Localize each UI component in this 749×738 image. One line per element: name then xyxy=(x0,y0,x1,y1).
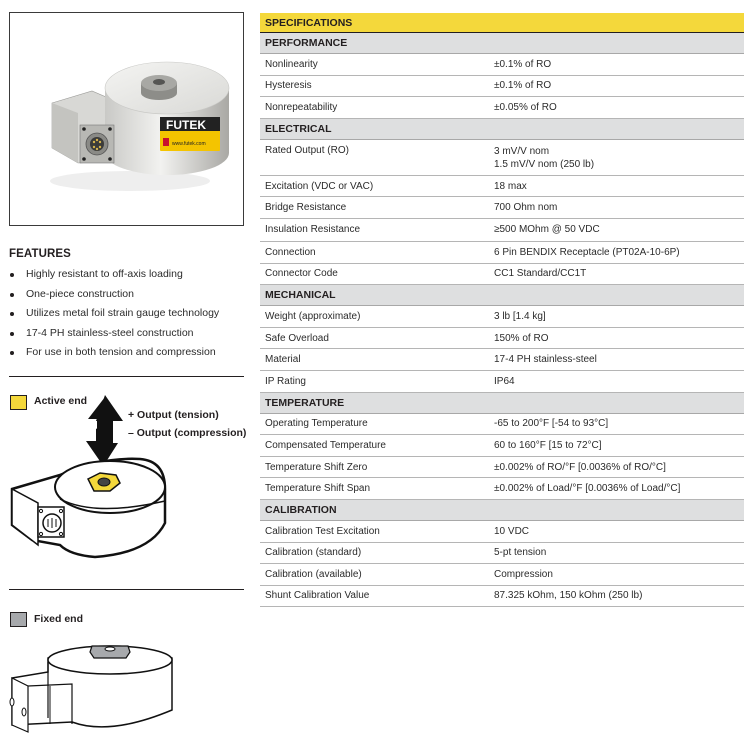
spec-value: ±0.002% of Load/°F [0.0036% of Load/°C] xyxy=(494,483,681,495)
table-row xyxy=(260,242,744,264)
spec-label: Temperature Shift Zero xyxy=(265,461,368,473)
spec-value-line: 1.5 mV/V nom (250 lb) xyxy=(494,158,595,170)
table-row xyxy=(260,586,744,608)
load-cell-photo-illustration xyxy=(10,13,244,226)
feature-item: 17-4 PH stainless-steel construction xyxy=(9,324,249,344)
feature-item: Highly resistant to off-axis loading xyxy=(9,265,249,285)
specifications-table xyxy=(260,13,744,607)
spec-value: IP64 xyxy=(494,375,515,387)
spec-label: Safe Overload xyxy=(265,332,329,344)
fixed-end-label: Fixed end xyxy=(34,613,84,625)
spec-value: 700 Ohm nom xyxy=(494,202,558,214)
spec-value: 5-pt tension xyxy=(494,547,547,559)
table-row xyxy=(260,176,744,198)
specifications-title: SPECIFICATIONS xyxy=(260,13,744,33)
spec-label: Hysteresis xyxy=(265,80,312,92)
section-header-electrical: ELECTRICAL xyxy=(260,119,744,140)
section-header-temperature: TEMPERATURE xyxy=(260,393,744,414)
divider xyxy=(9,376,244,377)
table-row xyxy=(260,97,744,119)
spec-value: Compression xyxy=(494,568,553,580)
active-end-drawing xyxy=(0,395,250,580)
spec-label: Temperature Shift Span xyxy=(265,483,371,495)
table-row xyxy=(260,543,744,565)
table-row xyxy=(260,435,744,457)
table-row xyxy=(260,521,744,543)
spec-value: 60 to 160°F [15 to 72°C] xyxy=(494,439,602,451)
section-header-performance: PERFORMANCE xyxy=(260,33,744,54)
table-row xyxy=(260,414,744,436)
table-row xyxy=(260,306,744,328)
table-row xyxy=(260,457,744,479)
section-header-calibration: CALIBRATION xyxy=(260,500,744,521)
table-row xyxy=(260,564,744,586)
spec-label: Shunt Calibration Value xyxy=(265,590,370,602)
spec-value: 17-4 PH stainless-steel xyxy=(494,354,597,366)
spec-label: Calibration (available) xyxy=(265,568,362,580)
features-title: FEATURES xyxy=(9,248,71,260)
spec-value: 18 max xyxy=(494,180,527,192)
feature-item: For use in both tension and compression xyxy=(9,343,249,363)
spec-label: Weight (approximate) xyxy=(265,310,361,322)
spec-value: ±0.002% of RO/°F [0.0036% of RO/°C] xyxy=(494,461,666,473)
spec-value xyxy=(494,145,744,171)
spec-label: Operating Temperature xyxy=(265,418,368,430)
output-tension-label: + Output (tension) xyxy=(128,409,219,421)
fixed-end-drawing xyxy=(0,640,250,738)
section-header-mechanical: MECHANICAL xyxy=(260,285,744,306)
spec-label: Compensated Temperature xyxy=(265,439,386,451)
spec-label: Connector Code xyxy=(265,268,338,280)
feature-item: Utilizes metal foil strain gauge technology xyxy=(9,304,249,324)
svg-text:www.futek.com: www.futek.com xyxy=(172,141,206,147)
spec-value: ±0.1% of RO xyxy=(494,80,552,92)
table-row xyxy=(260,328,744,350)
features-section xyxy=(9,248,249,363)
spec-label: Bridge Resistance xyxy=(265,202,347,214)
spec-label: Calibration (standard) xyxy=(265,547,362,559)
table-row xyxy=(260,264,744,286)
spec-label: Rated Output (RO) xyxy=(265,144,349,156)
table-row xyxy=(260,219,744,242)
table-row xyxy=(260,140,744,176)
spec-value: ±0.1% of RO xyxy=(494,58,552,70)
spec-value: 150% of RO xyxy=(494,332,549,344)
spec-label: Calibration Test Excitation xyxy=(265,525,380,537)
spec-label: IP Rating xyxy=(265,375,306,387)
table-row xyxy=(260,197,744,219)
spec-label: Material xyxy=(265,354,301,366)
spec-label: Connection xyxy=(265,246,316,258)
table-row xyxy=(260,349,744,371)
product-photo xyxy=(9,12,244,226)
spec-value: 6 Pin BENDIX Receptacle (PT02A-10-6P) xyxy=(494,246,680,258)
spec-value: ≥500 MOhm @ 50 VDC xyxy=(494,224,600,236)
spec-value: ±0.05% of RO xyxy=(494,101,557,113)
spec-label: Excitation (VDC or VAC) xyxy=(265,180,374,192)
feature-item: One-piece construction xyxy=(9,285,249,305)
spec-label: Nonrepeatability xyxy=(265,101,338,113)
features-list xyxy=(9,265,249,363)
double-arrow-icon xyxy=(86,395,123,467)
table-row xyxy=(260,371,744,393)
spec-value: -65 to 200°F [-54 to 93°C] xyxy=(494,418,609,430)
spec-value-line: 3 mV/V nom xyxy=(494,145,550,157)
svg-text:FUTEK: FUTEK xyxy=(166,118,206,132)
spec-value: 3 lb [1.4 kg] xyxy=(494,310,546,322)
active-end-label: Active end xyxy=(34,395,88,407)
spec-label: Insulation Resistance xyxy=(265,224,361,236)
table-row xyxy=(260,76,744,98)
spec-value: 87.325 kOhm, 150 kOhm (250 lb) xyxy=(494,590,643,602)
fixed-end-swatch xyxy=(10,612,27,627)
output-compression-label: – Output (compression) xyxy=(128,427,247,439)
table-row xyxy=(260,478,744,500)
spec-value: 10 VDC xyxy=(494,525,530,537)
table-row xyxy=(260,54,744,76)
spec-label: Nonlinearity xyxy=(265,58,318,70)
spec-value: CC1 Standard/CC1T xyxy=(494,268,587,280)
divider xyxy=(9,589,244,590)
